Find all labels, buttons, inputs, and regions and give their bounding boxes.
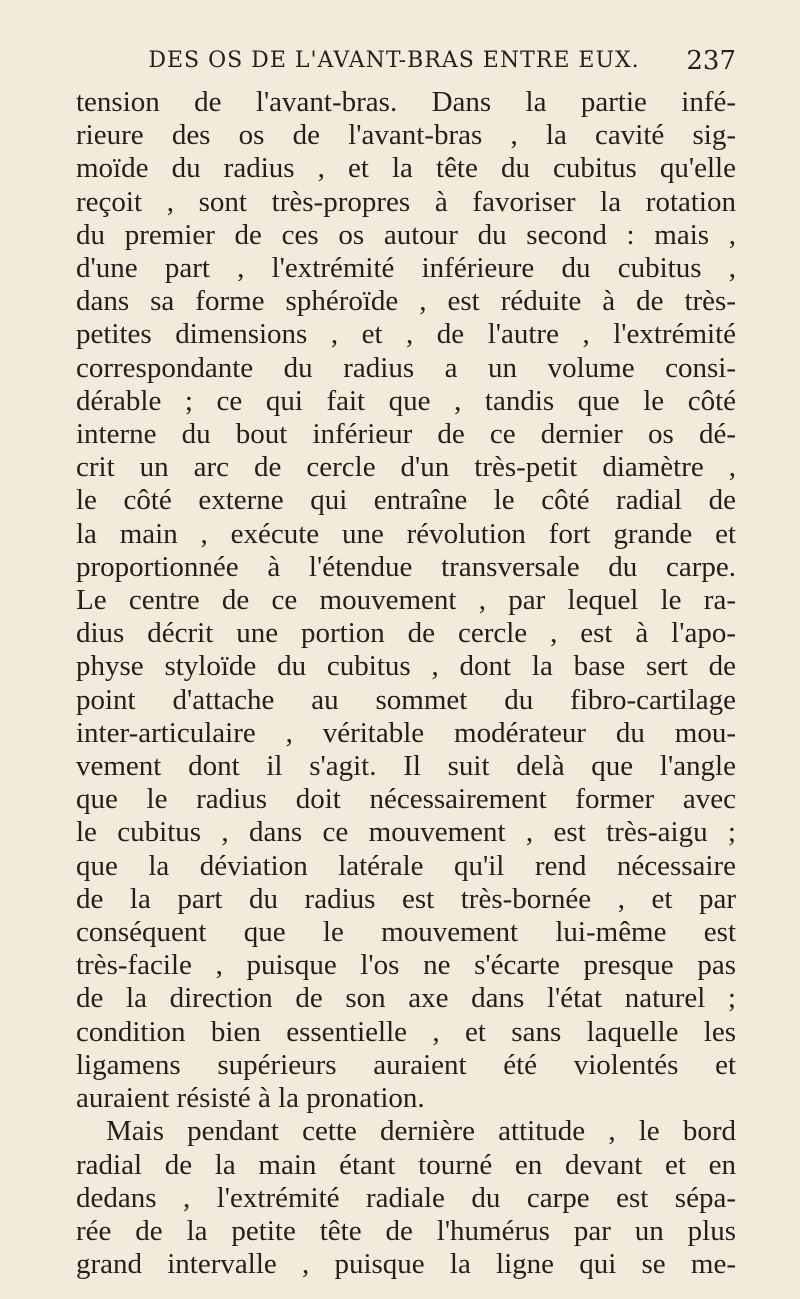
text-line: de la direction de son axe dans l'état naturel ;: [76, 982, 736, 1015]
text-line: tension de l'avant-bras. Dans la partie infé-: [76, 86, 736, 118]
text-line: auraient résisté à la pronation.: [76, 1082, 425, 1115]
text-line: correspondante du radius a un volume consi-: [76, 351, 736, 384]
text-line: Mais pendant cette dernière attitude , le bord: [106, 1115, 736, 1148]
text-line: rieure des os de l'avant-bras , la cavité sig-: [76, 119, 736, 152]
text-line: moïde du radius , et la tête du cubitus qu'elle: [76, 152, 736, 185]
text-line: de la part du radius est très-bornée , et par: [76, 882, 736, 915]
text-line: radial de la main étant tourné en devant et en: [76, 1148, 736, 1181]
page-number: 237: [686, 46, 736, 76]
text-line: grand intervalle , puisque la ligne qui se me-: [76, 1248, 736, 1281]
text-line: reçoit , sont très-propres à favoriser la rotation: [76, 185, 736, 218]
text-line: le cubitus , dans ce mouvement , est très-aigu ;: [76, 816, 736, 849]
text-line: inter-articulaire , véritable modérateur du mou-: [76, 716, 736, 749]
text-line: proportionnée à l'étendue transversale du carpe.: [76, 550, 736, 583]
running-title: DES OS DE L'AVANT-BRAS ENTRE EUX.: [148, 48, 640, 73]
text-line: la main , exécute une révolution fort grande et: [76, 517, 736, 550]
text-line: physe styloïde du cubitus , dont la base sert de: [76, 650, 736, 683]
text-line: du premier de ces os autour du second : mais ,: [76, 218, 736, 251]
text-line: que la déviation latérale qu'il rend nécessaire: [76, 849, 736, 882]
text-line: que le radius doit nécessairement former avec: [76, 783, 736, 816]
text-line: crit un arc de cercle d'un très-petit diamètre ,: [76, 451, 736, 484]
text-line: le côté externe qui entraîne le côté radial de: [76, 484, 736, 517]
text-line: petites dimensions , et , de l'autre , l'extrémité: [76, 318, 736, 351]
text-line: Le centre de ce mouvement , par lequel le ra-: [76, 584, 736, 617]
running-head: [76, 40, 736, 82]
text-line: rée de la petite tête de l'humérus par un plus: [76, 1214, 736, 1247]
text-line: conséquent que le mouvement lui-même est: [76, 916, 736, 949]
text-line: dérable ; ce qui fait que , tandis que le côté: [76, 384, 736, 417]
text-line: dans sa forme sphéroïde , est réduite à de très-: [76, 285, 736, 318]
text-line: très-facile , puisque l'os ne s'écarte presque pas: [76, 949, 736, 982]
text-line: vement dont il s'agit. Il suit delà que l'angle: [76, 750, 736, 783]
text-line: d'une part , l'extrémité inférieure du cubitus ,: [76, 252, 736, 285]
text-line: interne du bout inférieur de ce dernier os dé-: [76, 418, 736, 451]
text-line: ligamens supérieurs auraient été violentés et: [76, 1048, 736, 1081]
text-line: condition bien essentielle , et sans laquelle les: [76, 1015, 736, 1048]
text-line: dius décrit une portion de cercle , est à l'apo-: [76, 617, 736, 650]
text-line: dedans , l'extrémité radiale du carpe est sépa-: [76, 1181, 736, 1214]
body-text: [76, 86, 736, 1281]
text-line: point d'attache au sommet du fibro-cartilage: [76, 683, 736, 716]
